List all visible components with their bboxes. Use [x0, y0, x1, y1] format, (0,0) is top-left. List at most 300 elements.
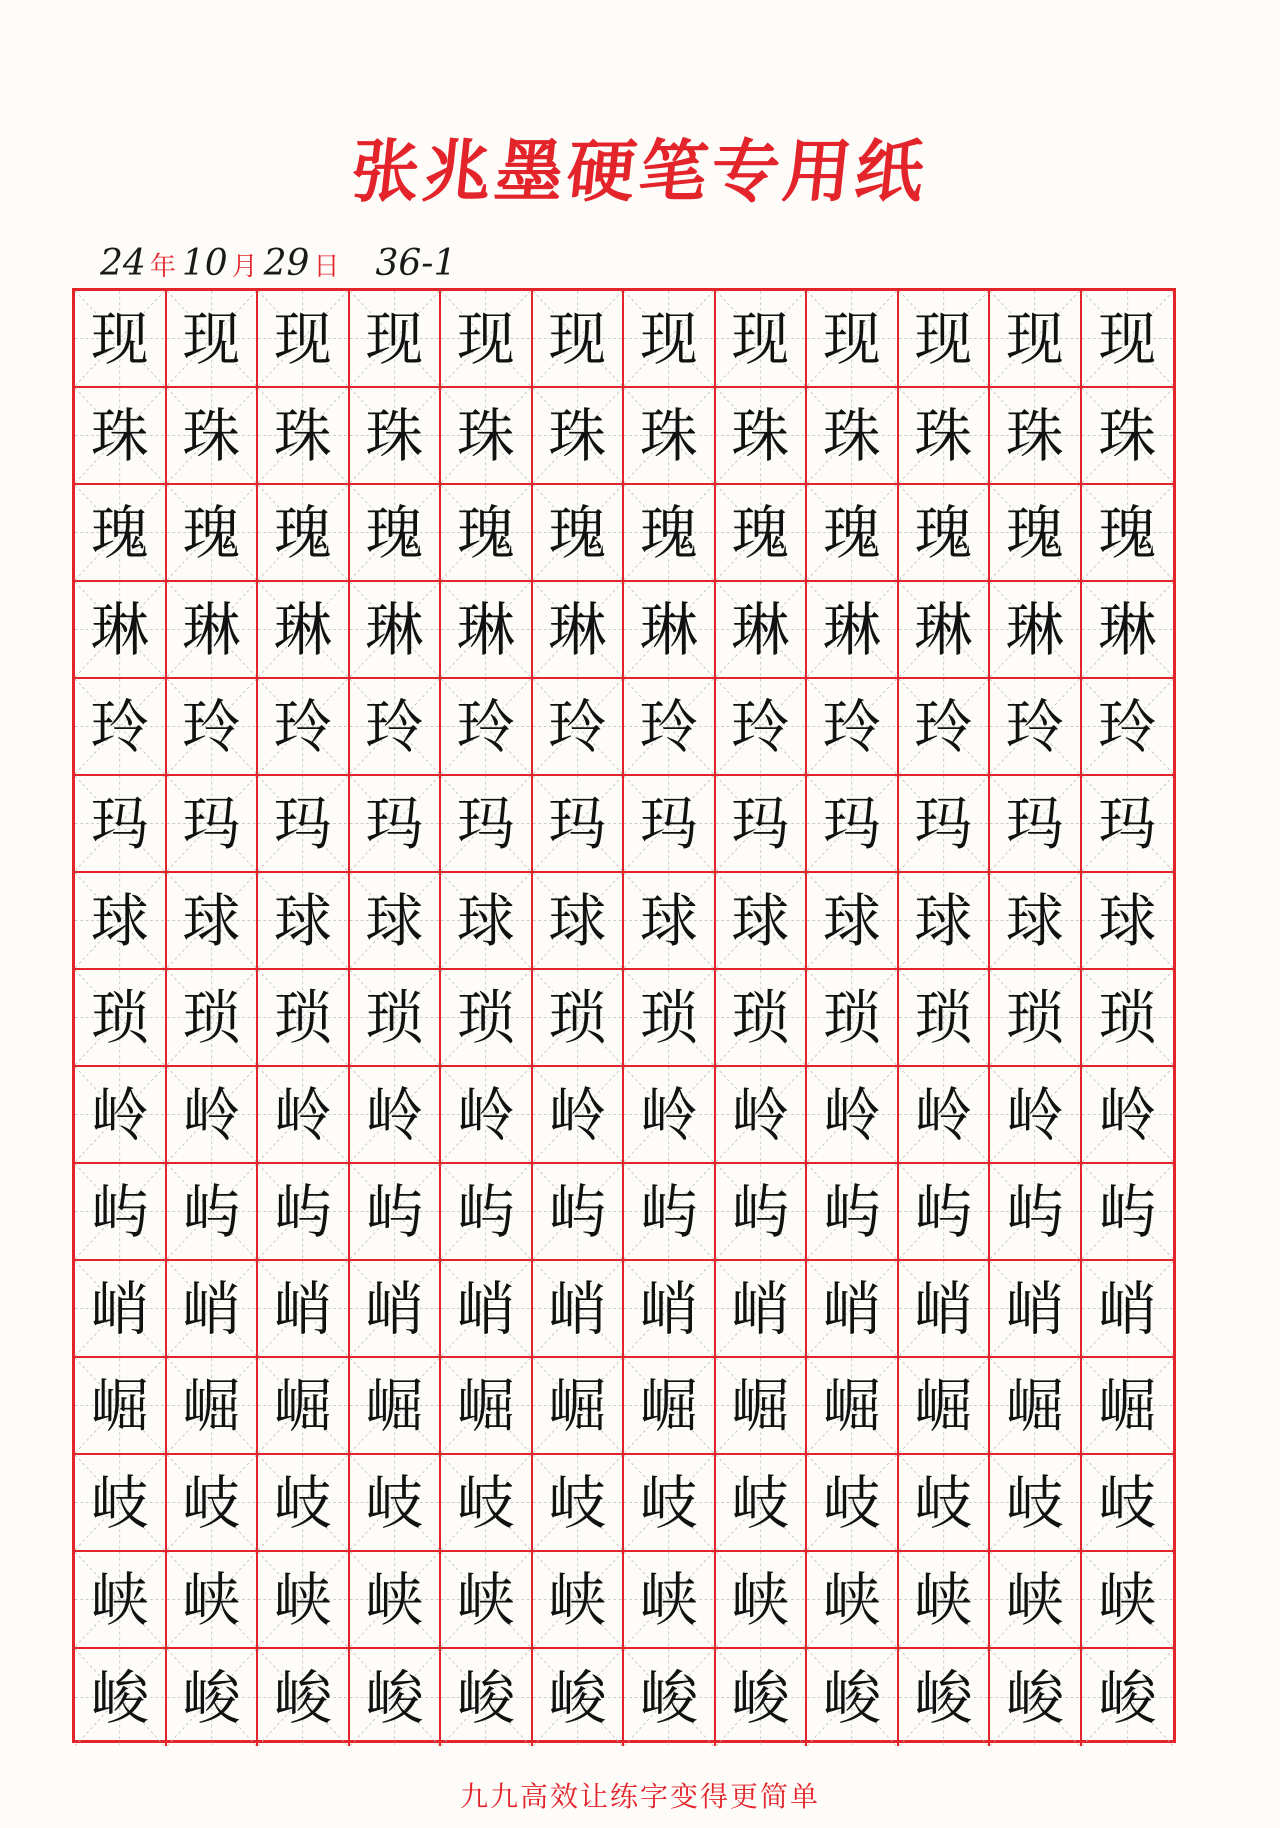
grid-cell	[350, 776, 442, 873]
grid-cell	[167, 1261, 259, 1358]
practice-character: 瑰	[822, 498, 881, 567]
date-year: 24	[100, 243, 146, 284]
practice-character: 现	[639, 304, 698, 373]
grid-cell	[899, 485, 991, 582]
grid-cell	[624, 1455, 716, 1552]
practice-character: 玲	[1005, 692, 1064, 761]
grid-cell	[990, 970, 1082, 1067]
practice-character: 琐	[273, 983, 332, 1052]
practice-character: 岐	[822, 1468, 881, 1537]
grid-cell	[899, 1455, 991, 1552]
grid-cell	[533, 679, 625, 776]
grid-row	[75, 1261, 1173, 1358]
grid-cell	[807, 485, 899, 582]
practice-character: 琳	[731, 595, 790, 664]
practice-character: 峭	[90, 1274, 149, 1343]
grid-cell	[899, 582, 991, 679]
practice-character: 玲	[1098, 692, 1157, 761]
grid-cell	[533, 388, 625, 485]
grid-cell	[899, 679, 991, 776]
grid-cell	[624, 1067, 716, 1164]
grid-cell	[624, 1358, 716, 1455]
practice-character: 琳	[365, 595, 424, 664]
practice-character: 球	[90, 886, 149, 955]
grid-cell	[990, 1552, 1082, 1649]
grid-cell	[167, 291, 259, 388]
practice-character: 瑰	[1005, 498, 1064, 567]
date-month-unit: 月	[231, 252, 258, 282]
grid-cell	[75, 1649, 167, 1746]
practice-character: 玛	[1005, 789, 1064, 858]
grid-cell	[167, 388, 259, 485]
grid-cell	[624, 1164, 716, 1261]
grid-cell	[899, 1552, 991, 1649]
grid-cell	[167, 776, 259, 873]
grid-cell	[258, 873, 350, 970]
practice-character: 琐	[90, 983, 149, 1052]
practice-character: 岭	[273, 1080, 332, 1149]
grid-cell	[899, 1358, 991, 1455]
grid-cell	[807, 1649, 899, 1746]
practice-character: 琳	[1005, 595, 1064, 664]
practice-character: 屿	[182, 1177, 241, 1246]
practice-character: 球	[365, 886, 424, 955]
practice-character: 现	[731, 304, 790, 373]
practice-character: 现	[548, 304, 607, 373]
grid-cell	[533, 291, 625, 388]
grid-row	[75, 776, 1173, 873]
grid-cell	[807, 1552, 899, 1649]
practice-character: 峡	[273, 1565, 332, 1634]
grid-cell	[258, 1164, 350, 1261]
grid-cell	[807, 1358, 899, 1455]
grid-cell	[716, 1358, 808, 1455]
practice-character: 岭	[914, 1080, 973, 1149]
practice-character: 玲	[548, 692, 607, 761]
grid-row	[75, 388, 1173, 485]
grid-cell	[441, 582, 533, 679]
practice-character: 峡	[90, 1565, 149, 1634]
practice-character: 瑰	[182, 498, 241, 567]
practice-character: 玛	[731, 789, 790, 858]
grid-cell	[990, 388, 1082, 485]
practice-character: 琐	[1098, 983, 1157, 1052]
practice-character: 珠	[1005, 401, 1064, 470]
practice-character: 现	[365, 304, 424, 373]
grid-cell	[533, 1261, 625, 1358]
practice-character: 珠	[639, 401, 698, 470]
practice-character: 崛	[365, 1371, 424, 1440]
practice-character: 琐	[548, 983, 607, 1052]
practice-character: 瑰	[90, 498, 149, 567]
practice-character: 瑰	[456, 498, 515, 567]
practice-character: 珠	[548, 401, 607, 470]
grid-cell	[75, 1358, 167, 1455]
practice-character: 屿	[914, 1177, 973, 1246]
grid-cell	[990, 1164, 1082, 1261]
practice-character: 现	[182, 304, 241, 373]
practice-character: 峡	[1005, 1565, 1064, 1634]
grid-cell	[1082, 582, 1173, 679]
grid-cell	[624, 679, 716, 776]
grid-cell	[533, 1455, 625, 1552]
grid-row	[75, 1358, 1173, 1455]
practice-character: 岐	[365, 1468, 424, 1537]
grid-cell	[441, 776, 533, 873]
practice-character: 玲	[914, 692, 973, 761]
practice-character: 岭	[822, 1080, 881, 1149]
practice-character: 玲	[90, 692, 149, 761]
practice-character: 岭	[1098, 1080, 1157, 1149]
grid-cell	[899, 776, 991, 873]
practice-character: 岭	[365, 1080, 424, 1149]
practice-character: 峡	[456, 1565, 515, 1634]
grid-row	[75, 970, 1173, 1067]
grid-cell	[75, 776, 167, 873]
grid-cell	[899, 1164, 991, 1261]
practice-character: 现	[273, 304, 332, 373]
grid-cell	[807, 1261, 899, 1358]
grid-cell	[624, 776, 716, 873]
practice-character: 峡	[731, 1565, 790, 1634]
grid-cell	[441, 1455, 533, 1552]
grid-cell	[533, 873, 625, 970]
grid-row	[75, 1649, 1173, 1746]
practice-character: 峻	[731, 1663, 790, 1732]
grid-cell	[75, 873, 167, 970]
grid-cell	[258, 291, 350, 388]
grid-cell	[441, 485, 533, 582]
grid-cell	[990, 1649, 1082, 1746]
practice-character: 珠	[273, 401, 332, 470]
practice-character: 琳	[456, 595, 515, 664]
grid-row	[75, 1164, 1173, 1261]
practice-character: 珠	[914, 401, 973, 470]
grid-cell	[624, 873, 716, 970]
practice-character: 瑰	[639, 498, 698, 567]
practice-character: 峡	[639, 1565, 698, 1634]
grid-cell	[167, 485, 259, 582]
grid-cell	[167, 1358, 259, 1455]
practice-character: 现	[822, 304, 881, 373]
grid-cell	[1082, 970, 1173, 1067]
practice-character: 珠	[1098, 401, 1157, 470]
practice-character: 琐	[914, 983, 973, 1052]
grid-cell	[807, 388, 899, 485]
grid-cell	[624, 582, 716, 679]
grid-cell	[75, 291, 167, 388]
grid-cell	[167, 873, 259, 970]
practice-character: 琳	[548, 595, 607, 664]
practice-character: 球	[639, 886, 698, 955]
grid-cell	[990, 1455, 1082, 1552]
grid-cell	[533, 970, 625, 1067]
grid-cell	[899, 1261, 991, 1358]
grid-cell	[533, 582, 625, 679]
grid-cell	[258, 1067, 350, 1164]
grid-cell	[716, 1164, 808, 1261]
practice-character: 崛	[1098, 1371, 1157, 1440]
practice-character: 峻	[90, 1663, 149, 1732]
grid-cell	[258, 776, 350, 873]
practice-character: 崛	[182, 1371, 241, 1440]
grid-cell	[990, 679, 1082, 776]
grid-cell	[258, 970, 350, 1067]
grid-cell	[624, 485, 716, 582]
grid-row	[75, 679, 1173, 776]
practice-character: 球	[273, 886, 332, 955]
practice-character: 崛	[822, 1371, 881, 1440]
grid-cell	[624, 970, 716, 1067]
grid-cell	[75, 582, 167, 679]
grid-row	[75, 291, 1173, 388]
grid-cell	[1082, 388, 1173, 485]
practice-character: 瑰	[731, 498, 790, 567]
grid-cell	[167, 1067, 259, 1164]
practice-character: 琐	[182, 983, 241, 1052]
grid-cell	[75, 970, 167, 1067]
grid-cell	[350, 1358, 442, 1455]
practice-character: 岭	[639, 1080, 698, 1149]
grid-cell	[350, 679, 442, 776]
practice-character: 玛	[639, 789, 698, 858]
practice-character: 球	[822, 886, 881, 955]
practice-character: 岐	[914, 1468, 973, 1537]
grid-cell	[350, 582, 442, 679]
grid-cell	[716, 485, 808, 582]
grid-cell	[533, 776, 625, 873]
grid-row	[75, 1552, 1173, 1649]
practice-character: 峭	[1005, 1274, 1064, 1343]
practice-character: 岐	[548, 1468, 607, 1537]
grid-cell	[258, 1358, 350, 1455]
grid-cell	[716, 291, 808, 388]
practice-character: 峭	[273, 1274, 332, 1343]
grid-cell	[258, 1552, 350, 1649]
sheet-number: 36-1	[375, 243, 457, 284]
practice-character: 峻	[1098, 1663, 1157, 1732]
practice-character: 屿	[548, 1177, 607, 1246]
grid-cell	[807, 1067, 899, 1164]
grid-cell	[441, 1552, 533, 1649]
practice-character: 峭	[731, 1274, 790, 1343]
grid-cell	[75, 1261, 167, 1358]
grid-cell	[75, 1552, 167, 1649]
practice-character: 珠	[731, 401, 790, 470]
practice-character: 屿	[365, 1177, 424, 1246]
practice-character: 崛	[456, 1371, 515, 1440]
practice-character: 崛	[90, 1371, 149, 1440]
grid-cell	[716, 679, 808, 776]
grid-cell	[533, 1358, 625, 1455]
practice-character: 峻	[456, 1663, 515, 1732]
practice-character: 峭	[548, 1274, 607, 1343]
practice-character: 崛	[1005, 1371, 1064, 1440]
practice-character: 岐	[273, 1468, 332, 1537]
grid-cell	[807, 1455, 899, 1552]
grid-cell	[1082, 1552, 1173, 1649]
grid-cell	[716, 776, 808, 873]
practice-character: 峭	[914, 1274, 973, 1343]
grid-cell	[807, 291, 899, 388]
grid-cell	[533, 1552, 625, 1649]
practice-character: 峻	[822, 1663, 881, 1732]
practice-character: 岐	[639, 1468, 698, 1537]
grid-cell	[258, 1455, 350, 1552]
grid-cell	[350, 1164, 442, 1261]
grid-cell	[167, 1552, 259, 1649]
practice-character: 瑰	[914, 498, 973, 567]
practice-character: 岐	[182, 1468, 241, 1537]
grid-cell	[75, 485, 167, 582]
grid-cell	[716, 1455, 808, 1552]
grid-cell	[1082, 776, 1173, 873]
practice-character: 峡	[1098, 1565, 1157, 1634]
practice-character: 球	[456, 886, 515, 955]
practice-character: 岐	[1005, 1468, 1064, 1537]
practice-character: 峻	[182, 1663, 241, 1732]
practice-character: 琳	[182, 595, 241, 664]
grid-cell	[350, 485, 442, 582]
practice-character: 球	[1098, 886, 1157, 955]
date-day: 29	[263, 243, 310, 284]
date-line	[100, 243, 456, 284]
grid-row	[75, 1067, 1173, 1164]
grid-cell	[716, 873, 808, 970]
grid-cell	[350, 388, 442, 485]
grid-cell	[167, 970, 259, 1067]
page-title: 张兆墨硬笔专用纸	[347, 132, 932, 212]
grid-cell	[1082, 1164, 1173, 1261]
grid-cell	[624, 291, 716, 388]
practice-character: 玛	[914, 789, 973, 858]
practice-character: 琳	[914, 595, 973, 664]
grid-cell	[807, 679, 899, 776]
practice-character: 崛	[548, 1371, 607, 1440]
grid-cell	[716, 1067, 808, 1164]
grid-cell	[1082, 679, 1173, 776]
practice-character: 玲	[182, 692, 241, 761]
practice-character: 崛	[914, 1371, 973, 1440]
grid-cell	[258, 1649, 350, 1746]
grid-cell	[624, 1261, 716, 1358]
grid-cell	[624, 1552, 716, 1649]
grid-cell	[1082, 1455, 1173, 1552]
practice-character: 峻	[365, 1663, 424, 1732]
practice-character: 岐	[90, 1468, 149, 1537]
grid-cell	[807, 970, 899, 1067]
practice-character: 岐	[456, 1468, 515, 1537]
practice-character: 峭	[1098, 1274, 1157, 1343]
grid-cell	[899, 1649, 991, 1746]
practice-character: 峻	[548, 1663, 607, 1732]
practice-character: 屿	[456, 1177, 515, 1246]
grid-cell	[350, 1552, 442, 1649]
grid-cell	[350, 291, 442, 388]
grid-cell	[75, 388, 167, 485]
practice-character: 球	[914, 886, 973, 955]
grid-cell	[167, 679, 259, 776]
grid-cell	[990, 582, 1082, 679]
practice-character: 岭	[456, 1080, 515, 1149]
grid-cell	[75, 1455, 167, 1552]
practice-character: 瑰	[273, 498, 332, 567]
practice-character: 现	[1098, 304, 1157, 373]
practice-character: 珠	[822, 401, 881, 470]
grid-cell	[167, 1455, 259, 1552]
practice-character: 峻	[1005, 1663, 1064, 1732]
practice-character: 崛	[273, 1371, 332, 1440]
practice-character: 珠	[90, 401, 149, 470]
practice-character: 屿	[273, 1177, 332, 1246]
grid-cell	[441, 1649, 533, 1746]
practice-character: 屿	[1005, 1177, 1064, 1246]
grid-cell	[441, 1261, 533, 1358]
grid-cell	[624, 388, 716, 485]
grid-cell	[1082, 1358, 1173, 1455]
practice-character: 屿	[90, 1177, 149, 1246]
grid-cell	[807, 776, 899, 873]
grid-cell	[350, 1649, 442, 1746]
grid-cell	[1082, 1261, 1173, 1358]
grid-cell	[624, 1649, 716, 1746]
grid-cell	[716, 1552, 808, 1649]
grid-cell	[258, 485, 350, 582]
practice-character: 屿	[639, 1177, 698, 1246]
practice-character: 珠	[456, 401, 515, 470]
practice-character: 岭	[182, 1080, 241, 1149]
practice-character: 琐	[822, 983, 881, 1052]
grid-cell	[990, 1067, 1082, 1164]
practice-character: 现	[456, 304, 515, 373]
grid-cell	[441, 970, 533, 1067]
grid-cell	[990, 776, 1082, 873]
practice-character: 岭	[548, 1080, 607, 1149]
practice-character: 岭	[1005, 1080, 1064, 1149]
practice-character: 岭	[90, 1080, 149, 1149]
practice-character: 球	[182, 886, 241, 955]
grid-cell	[533, 1649, 625, 1746]
practice-character: 球	[548, 886, 607, 955]
practice-character: 玲	[731, 692, 790, 761]
grid-cell	[899, 970, 991, 1067]
grid-cell	[441, 1358, 533, 1455]
practice-character: 岐	[731, 1468, 790, 1537]
practice-character: 琳	[822, 595, 881, 664]
practice-character: 珠	[182, 401, 241, 470]
grid-cell	[1082, 1067, 1173, 1164]
practice-character: 琐	[456, 983, 515, 1052]
practice-character: 崛	[731, 1371, 790, 1440]
date-month: 10	[181, 243, 228, 284]
practice-character: 峻	[639, 1663, 698, 1732]
grid-cell	[258, 582, 350, 679]
grid-cell	[716, 388, 808, 485]
practice-character: 琳	[273, 595, 332, 664]
grid-cell	[990, 873, 1082, 970]
practice-character: 峡	[548, 1565, 607, 1634]
grid-cell	[899, 291, 991, 388]
grid-cell	[167, 1164, 259, 1261]
grid-row	[75, 1455, 1173, 1552]
grid-cell	[807, 873, 899, 970]
grid-cell	[533, 1164, 625, 1261]
grid-cell	[716, 582, 808, 679]
practice-character: 玲	[822, 692, 881, 761]
grid-cell	[75, 1067, 167, 1164]
practice-character: 峭	[456, 1274, 515, 1343]
practice-character: 玛	[1098, 789, 1157, 858]
